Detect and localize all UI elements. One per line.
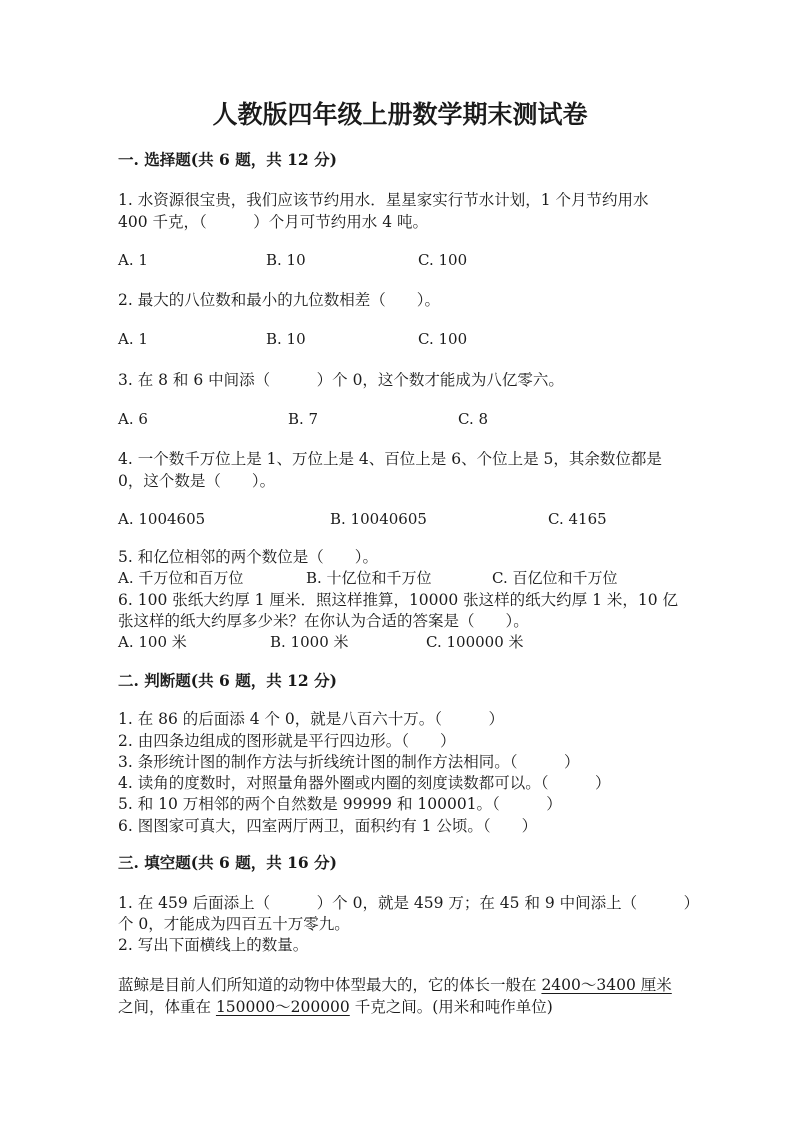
question-text: 4. 一个数千万位上是 1、万位上是 4、百位上是 6、个位上是 5，其余数位都是	[118, 450, 662, 468]
question-text: 张这样的纸大约厚多少米？在你认为合适的答案是（ ）。	[118, 612, 529, 630]
section-heading-fill: 三. 填空题(共 6 题，共 16 分)	[118, 853, 337, 872]
option-a: A. 100 米	[118, 633, 187, 651]
option-c: C. 100	[418, 251, 468, 269]
page-title: 人教版四年级上册数学期末测试卷	[212, 100, 588, 129]
underlined-quantity: 150000～200000	[215, 998, 350, 1016]
judge-item: 2. 由四条边组成的图形就是平行四边形。（ ）	[118, 732, 456, 750]
question-text: 5. 和亿位相邻的两个数位是（ ）。	[118, 548, 378, 566]
passage-line	[118, 974, 672, 996]
judge-item: 3. 条形统计图的制作方法与折线统计图的制作方法相同。（ ）	[118, 753, 580, 771]
option-c: C. 100	[418, 330, 468, 348]
judge-item: 1. 在 86 的后面添 4 个 0，就是八百六十万。（ ）	[118, 710, 505, 728]
option-c: C. 8	[458, 410, 489, 428]
option-a: A. 6	[118, 410, 148, 428]
option-b: B. 10	[266, 330, 306, 348]
judge-item: 6. 图图家可真大，四室两厅两卫，面积约有 1 公顷。（ ）	[118, 817, 538, 835]
judge-item: 4. 读角的度数时，对照量角器外圈或内圈的刻度读数都可以。（ ）	[118, 774, 611, 792]
option-a: A. 1	[118, 330, 148, 348]
underlined-quantity: 2400～3400 厘米	[541, 976, 672, 994]
question-text: 3. 在 8 和 6 中间添（ ）个 0，这个数才能成为八亿零六。	[118, 371, 564, 389]
option-a: A. 1004605	[118, 510, 206, 528]
question-text: 1. 水资源很宝贵，我们应该节约用水．星星家实行节水计划，1 个月节约用水	[118, 191, 649, 209]
question-text: 400 千克，（ ）个月可节约用水 4 吨。	[118, 213, 428, 231]
question-text: 2. 写出下面横线上的数量。	[118, 936, 309, 954]
passage-text: 千克之间。(用米和吨作单位)	[349, 998, 553, 1016]
option-c: C. 4165	[548, 510, 607, 528]
question-text: 1. 在 459 后面添上（ ）个 0，就是 459 万；在 45 和 9 中间添上（ ）	[118, 894, 700, 912]
question-text: 0，这个数是（ ）。	[118, 472, 276, 490]
question-text: 个 0，才能成为四百五十万零九。	[118, 915, 350, 933]
question-text: 2. 最大的八位数和最小的九位数相差（ ）。	[118, 291, 440, 309]
option-a: A. 1	[118, 251, 148, 269]
option-c: C. 百亿位和千万位	[492, 569, 618, 587]
section-heading-choice: 一. 选择题(共 6 题，共 12 分)	[118, 150, 337, 169]
passage-text: 蓝鲸是目前人们所知道的动物中体型最大的，它的体长一般在	[118, 976, 542, 994]
option-b: B. 7	[288, 410, 319, 428]
option-b: B. 1000 米	[270, 633, 349, 651]
passage-text: 之间，体重在	[118, 998, 216, 1016]
option-b: B. 十亿位和千万位	[306, 569, 432, 587]
question-text: 6. 100 张纸大约厚 1 厘米．照这样推算，10000 张这样的纸大约厚 1 米，10 亿	[118, 591, 679, 609]
option-a: A. 千万位和百万位	[118, 569, 244, 587]
option-b: B. 10	[266, 251, 306, 269]
passage-line	[118, 996, 553, 1018]
judge-item: 5. 和 10 万相邻的两个自然数是 99999 和 100001。（ ）	[118, 795, 562, 813]
option-c: C. 100000 米	[426, 633, 524, 651]
option-b: B. 10040605	[330, 510, 427, 528]
section-heading-judge: 二. 判断题(共 6 题，共 12 分)	[118, 671, 337, 690]
